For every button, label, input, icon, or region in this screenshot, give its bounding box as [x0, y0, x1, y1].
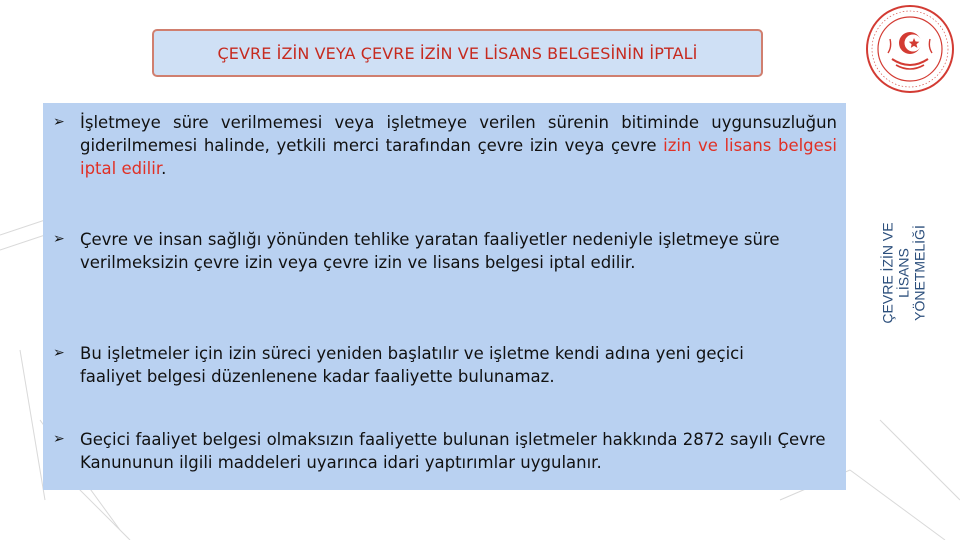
title-banner: [152, 29, 763, 77]
side-label-line: ÇEVRE İZİN VE: [879, 221, 896, 324]
page-title: ÇEVRE İZİN VEYA ÇEVRE İZİN VE LİSANS BELGESİNİN İPTALİ: [217, 43, 698, 63]
arrow-bullet-icon: ➢: [53, 345, 65, 361]
content-panel: [43, 103, 846, 490]
bullet-text: Bu işletmeler için izin süreci yeniden başlatılır ve işletme kendi adına yeni geçici faaliyet belgesi düzenlenene kadar faaliyette bulunamaz.: [80, 344, 744, 386]
bullet-emphasis: izin ve lisans belgesi iptal edilir: [80, 136, 837, 178]
ministry-emblem-icon: [864, 3, 956, 95]
list-item: [53, 428, 843, 474]
side-label-line: YÖNETMELİĞİ: [911, 224, 928, 321]
arrow-bullet-icon: ➢: [53, 231, 65, 247]
side-label: [847, 100, 960, 445]
side-label-line: LİSANS: [895, 247, 912, 298]
list-item: [53, 228, 793, 274]
list-item: [53, 111, 837, 180]
bullet-suffix: .: [161, 159, 167, 178]
list-item: [53, 342, 793, 388]
arrow-bullet-icon: ➢: [53, 114, 65, 130]
arrow-bullet-icon: ➢: [53, 431, 65, 447]
bullet-text: Çevre ve insan sağlığı yönünden tehlike yaratan faaliyetler nedeniyle işletmeye süre verilmeksizin çevre izin veya çevre izin ve lisans belgesi iptal edilir.: [80, 230, 780, 272]
bullet-text: Geçici faaliyet belgesi olmaksızın faaliyette bulunan işletmeler hakkında 2872 sayılı Çevre Kanununun ilgili maddeleri uyarınca idari yaptırımlar uygulanır.: [80, 430, 826, 472]
bullet-text: İşletmeye süre verilmemesi veya işletmeye verilen sürenin bitiminde uygunsuzluğun giderilmemesi halinde, yetkili merci tarafından çevre izin veya çevre: [80, 113, 837, 155]
